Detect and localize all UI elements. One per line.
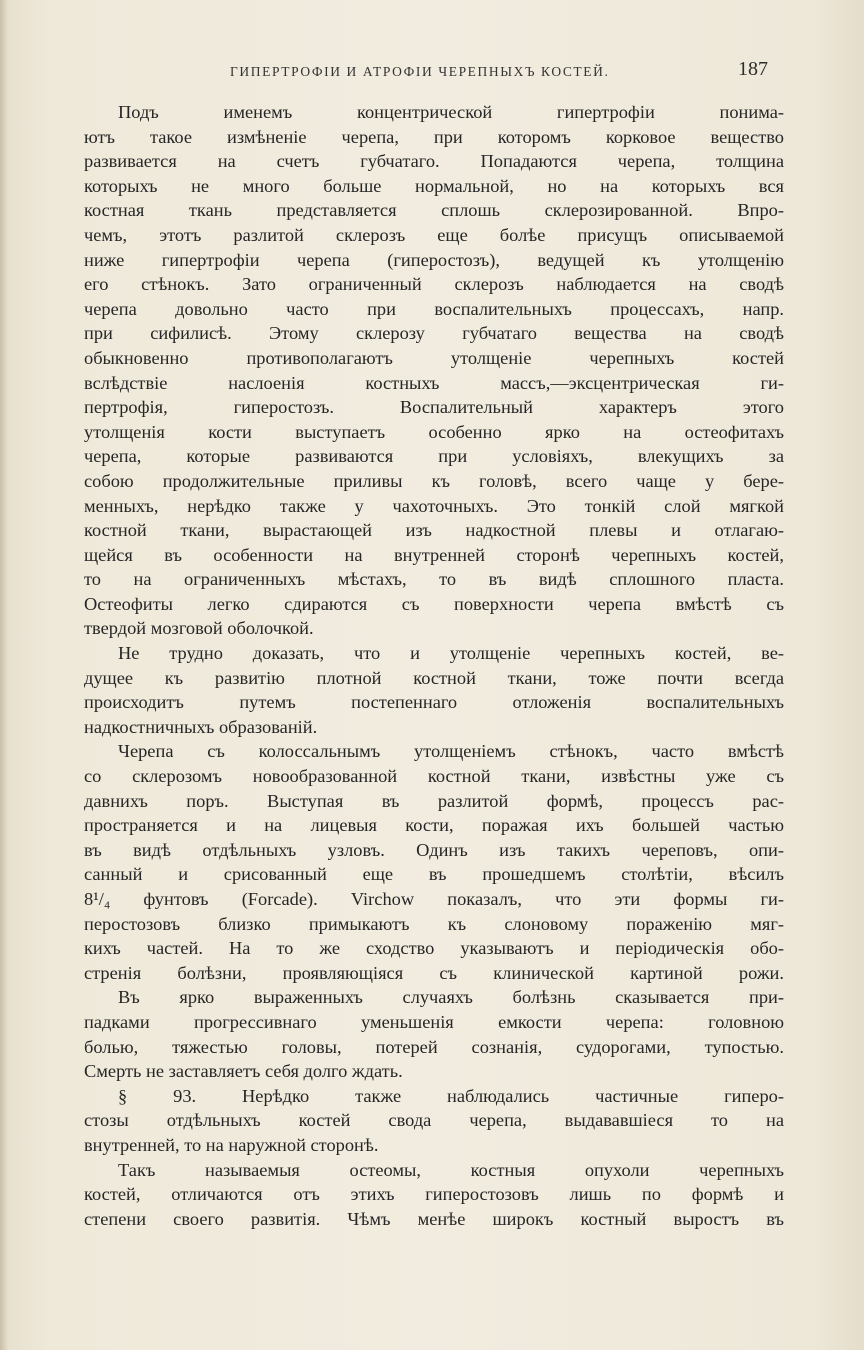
text-line: менныхъ, нерѣдко также у чахоточныхъ. Это тонкій слой мягкой — [84, 495, 784, 516]
running-title: ГИПЕРТРОФІИ И АТРОФІИ ЧЕРЕПНЫХЪ КОСТЕЙ. — [230, 64, 610, 79]
text-line: Смерть не заставляетъ себя долго ждать. — [84, 1061, 403, 1082]
page-header — [100, 58, 768, 86]
text-line: обыкновенно противополагаютъ утолщеніе черепныхъ костей — [84, 347, 784, 368]
text-line: внутренней, то на наружной сторонѣ. — [84, 1134, 379, 1155]
text-line: утолщенія кости выступаетъ особенно ярко на остеофитахъ — [84, 421, 784, 442]
text-line: падками прогрессивнаго уменьшенія емкости черепа: головною — [84, 1011, 784, 1032]
text-line: Въ ярко выраженныхъ случаяхъ болѣзнь сказывается при- — [118, 987, 784, 1008]
text-line: чемъ, этотъ разлитой склерозъ еще болѣе присущъ описываемой — [84, 224, 784, 245]
text-line: костная ткань представляется сплошь склерозированной. Впро- — [84, 200, 784, 221]
text-line: ниже гипертрофіи черепа (гиперостозъ), ведущей къ утолщенію — [84, 249, 784, 270]
text-line: дущее къ развитію плотной костной ткани, тоже почти всегда — [84, 667, 784, 688]
text-line: пространяется и на лицевыя кости, поражая ихъ большей частью — [84, 815, 784, 836]
text-line: Подъ именемъ концентрической гипертрофіи понима- — [118, 102, 784, 122]
text-line: кихъ частей. На то же сходство указываютъ и періодическія обо- — [84, 938, 784, 959]
text-line: которыхъ не много больше нормальной, но на которыхъ вся — [84, 175, 784, 196]
text-line: со склерозомъ новообразованной костной ткани, извѣстны уже съ — [84, 766, 784, 787]
text-line: ютъ такое измѣненіе черепа, при которомъ корковое вещество — [84, 126, 784, 147]
text-line: перостозовъ близко примыкаютъ къ слоновому пораженію мяг- — [84, 913, 784, 934]
text-line: вслѣдствіе наслоенія костныхъ массъ,—эксцентрическая ги- — [84, 372, 784, 393]
text-line: 8¹/₄ фунтовъ (Forcade). Virchow показалъ, что эти формы ги- — [84, 889, 784, 909]
text-line: его стѣнокъ. Зато ограниченный склерозъ наблюдается на сводѣ — [84, 274, 784, 295]
text-line: костей, отличаются отъ этихъ гиперостозовъ лишь по формѣ и — [84, 1184, 784, 1205]
text-line: щейся въ особенности на внутренней сторонѣ черепныхъ костей, — [84, 544, 784, 565]
text-line: Остеофиты легко сдираются съ поверхности черепа вмѣстѣ съ — [84, 593, 784, 614]
text-line: Черепа съ колоссальнымъ утолщеніемъ стѣнокъ, часто вмѣстѣ — [118, 741, 784, 762]
text-line: то на ограниченныхъ мѣстахъ, то въ видѣ сплошного пласта. — [84, 569, 784, 590]
text-line: надкостничныхъ образованій. — [84, 716, 318, 737]
text-line: болью, тяжестью головы, потерей сознанія, судорогами, тупостью. — [84, 1036, 784, 1057]
text-line: санный и срисованный еще въ прошедшемъ столѣтіи, вѣсилъ — [84, 864, 784, 885]
text-line: давнихъ поръ. Выступая въ разлитой формѣ, процессъ рас- — [84, 790, 784, 811]
text-line: твердой мозговой оболочкой. — [84, 618, 314, 639]
text-line: происходитъ путемъ постепеннаго отложенія воспалительныхъ — [84, 692, 784, 713]
text-line: костной ткани, вырастающей изъ надкостной плевы и отлагаю- — [84, 520, 784, 541]
text-line: черепа довольно часто при воспалительныхъ процессахъ, напр. — [84, 298, 784, 319]
text-line: развивается на счетъ губчатаго. Попадаются черепа, толщина — [84, 151, 784, 172]
text-line: черепа, которые развиваются при условіяхъ, влекущихъ за — [84, 446, 784, 467]
text-line: § 93. Нерѣдко также наблюдались частичные гиперо- — [118, 1085, 784, 1106]
page-gutter-shadow — [0, 0, 8, 1350]
text-line: въ видѣ отдѣльныхъ узловъ. Одинъ изъ такихъ череповъ, опи- — [84, 839, 784, 860]
text-line: Не трудно доказать, что и утолщеніе черепныхъ костей, ве- — [118, 643, 784, 664]
text-line: Такъ называемыя остеомы, костныя опухоли черепныхъ — [118, 1159, 784, 1180]
text-line: стренія болѣзни, проявляющіяся съ клинической картиной рожи. — [84, 962, 784, 983]
text-line: при сифилисѣ. Этому склерозу губчатаго вещества на сводѣ — [84, 323, 784, 344]
text-line: степени своего развитія. Чѣмъ менѣе широкъ костный выростъ въ — [84, 1208, 784, 1229]
page-number: 187 — [738, 58, 768, 80]
text-line: стозы отдѣльныхъ костей свода черепа, выдававшіеся то на — [84, 1110, 784, 1131]
text-line: собою продолжительные приливы къ головѣ, всего чаще у бере- — [84, 470, 784, 491]
text-line: пертрофія, гиперостозъ. Воспалительный характеръ этого — [84, 397, 784, 418]
body-text — [84, 100, 784, 1231]
